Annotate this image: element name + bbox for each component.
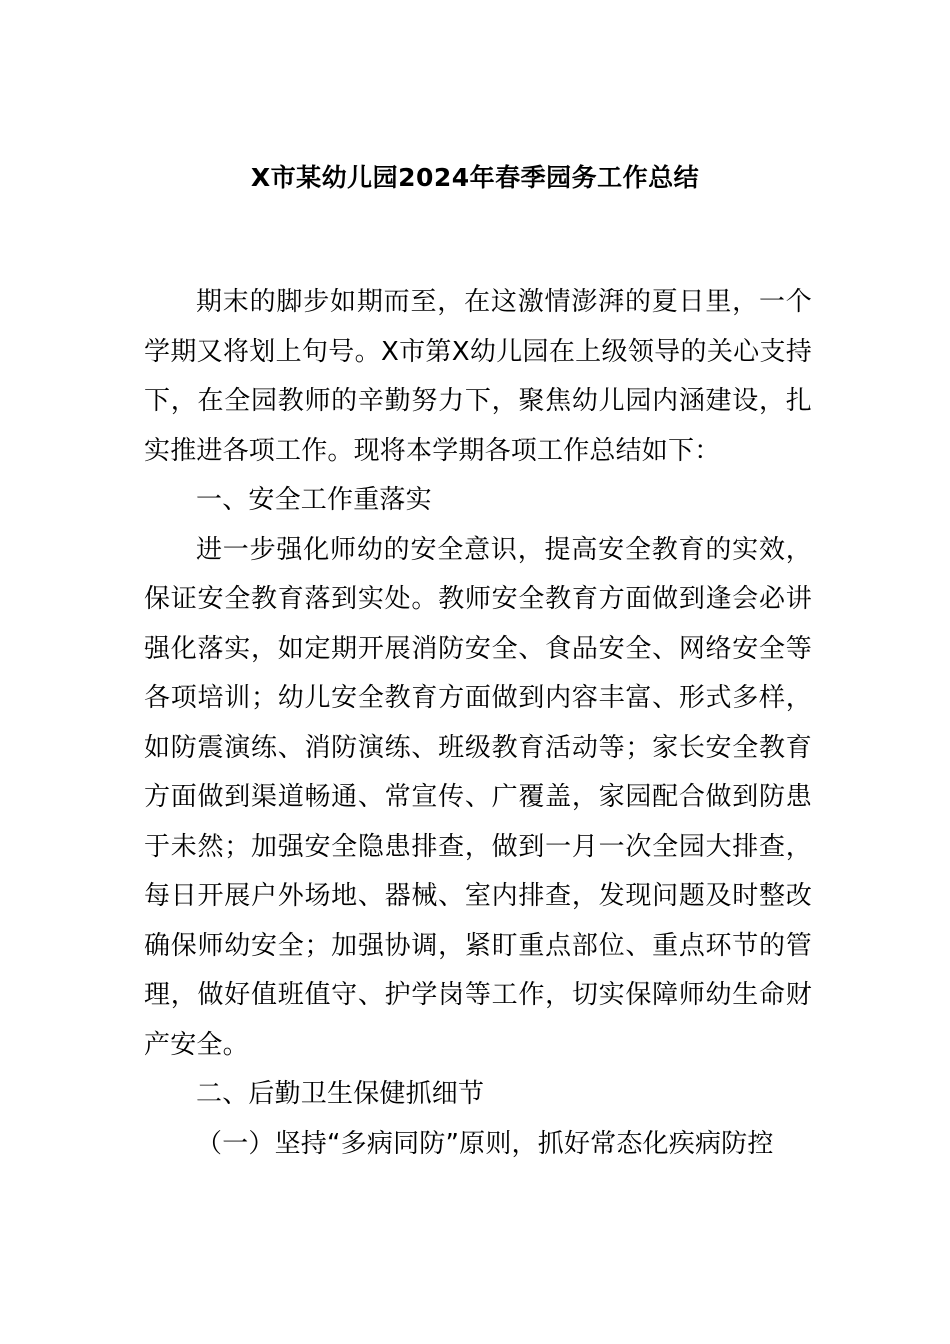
section-heading-logistics: 二、后勤卫生保健抓细节 xyxy=(196,1079,485,1109)
section-heading-safety: 一、安全工作重落实 xyxy=(196,485,432,515)
safety-paragraph: 进一步强化师幼的安全意识，提高安全教育的实效，保证安全教育落到实处。教师安全教育方面做到逢会必讲强化落实，如定期开展消防安全、食品安全、网络安全等各项培训；幼儿安全教育方面做到内容丰富、形式多样，如防震演练、消防演练、班级教育活动等；家长安全教育方面做到渠道畅通、常宣传、广覆盖，家园配合做到防患于未然；加强安全隐患排查，做到一月一次全园大排查，每日开展户外场地、器械、室内排查，发现问题及时整改确保师幼安全；加强协调，紧盯重点部位、重点环节的管理，做好值班值守、护学岗等工作，切实保障师幼生命财产安全。 xyxy=(144,534,812,1060)
intro-paragraph: 期末的脚步如期而至，在这激情澎湃的夏日里，一个学期又将划上句号。X市第X幼儿园在上级领导的关心支持下，在全园教师的辛勤努力下，聚焦幼儿园内涵建设，扎实推进各项工作。现将本学期各项工作总结如下： xyxy=(144,287,812,466)
subsection-heading-disease-prevention: （一）坚持“多病同防”原则，抓好常态化疾病防控 xyxy=(196,1128,774,1159)
document-body xyxy=(144,278,812,1169)
document-title: X市某幼儿园2024年春季园务工作总结 xyxy=(250,163,700,192)
